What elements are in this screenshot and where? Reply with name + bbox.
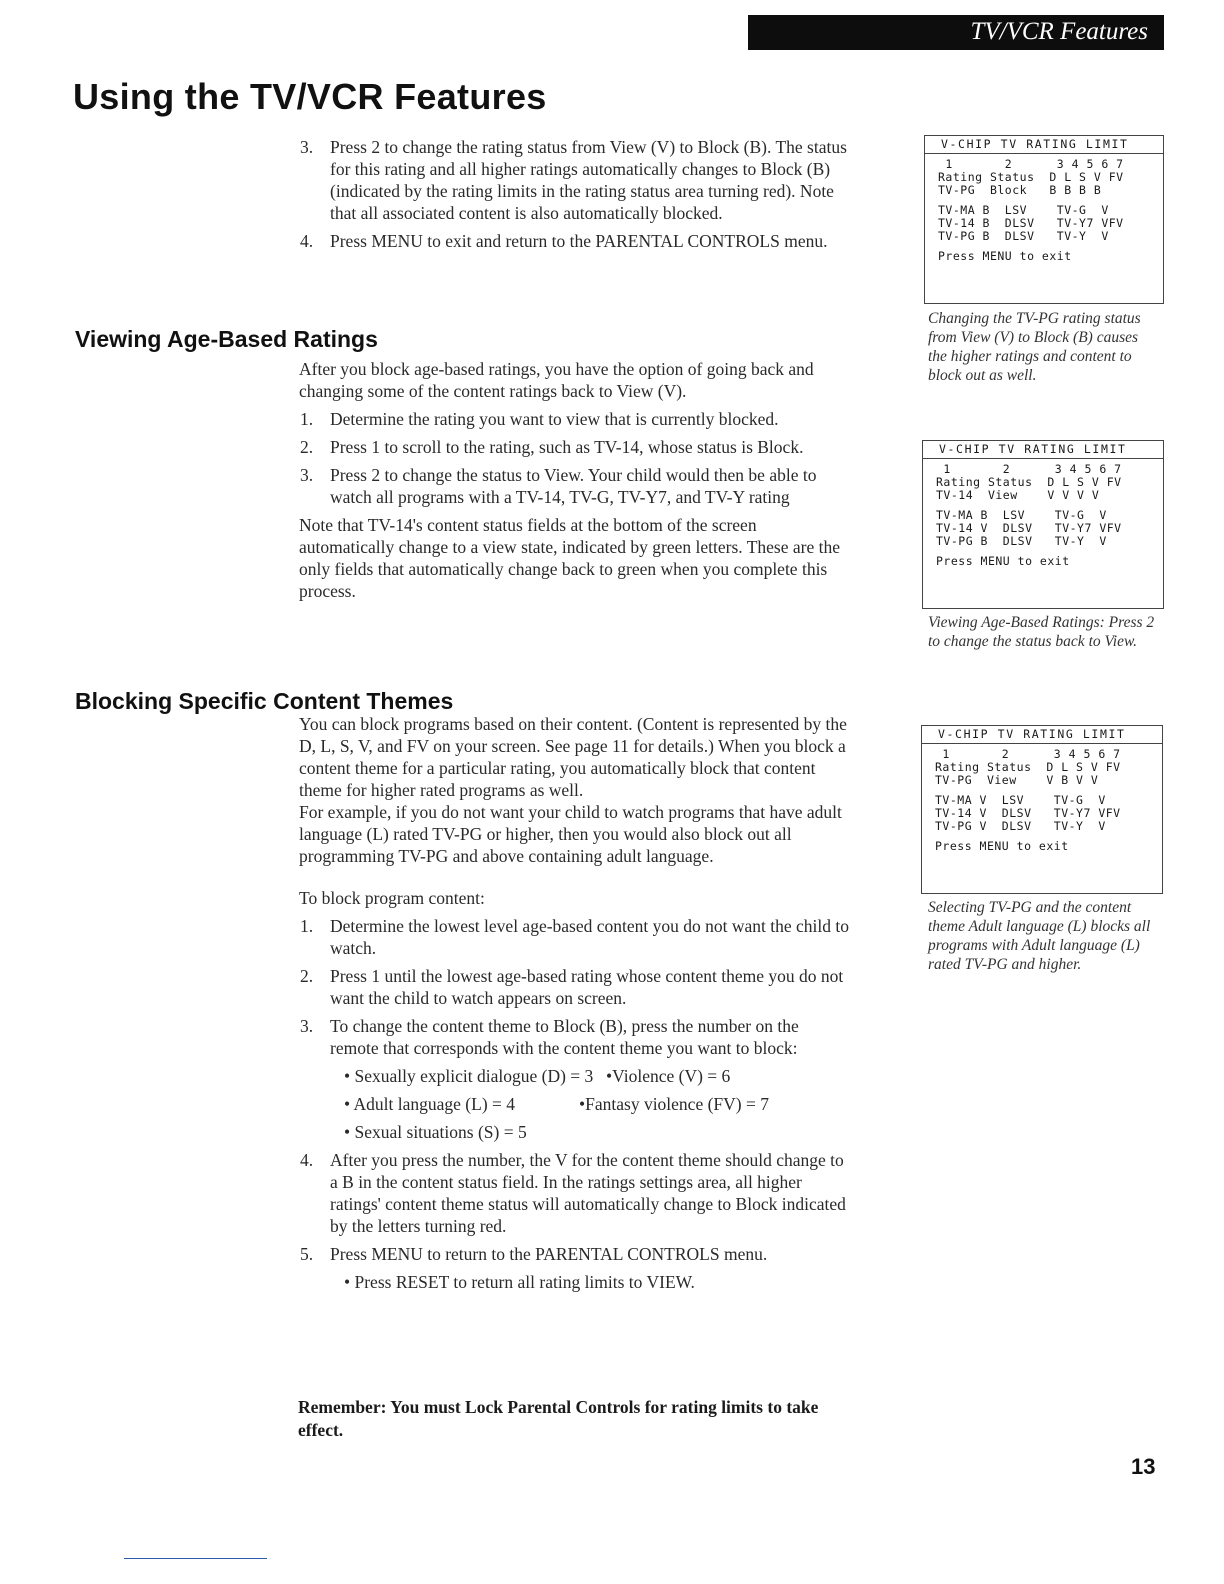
list-item: 3. Press 2 to change the status to View. Your child would then be able to watch all programs with a TV-14, TV-G, TV-Y7, and TV-Y rating [300,465,817,507]
bullet-fantasy-violence: •Fantasy violence (FV) = 7 [579,1094,769,1114]
screen-rating-header: 1 2 3 4 5 6 7 Rating Status D L S V FV TV-PG Block B B B B [938,157,1124,197]
list-item: 3. To change the content theme to Block (B), press the number on the remote that corresponds with the content theme you want to block: [300,1016,799,1058]
screen-rating-header: 1 2 3 4 5 6 7 Rating Status D L S V FV TV-PG View V B V V [935,747,1121,787]
viewing-intro: After you block age-based ratings, you have the option of going back and changing some of the content ratings back to View (V). [299,359,814,401]
screen-title: V-CHIP TV RATING LIMIT [925,136,1163,154]
viewing-section [299,358,849,602]
footer-rule [124,1558,267,1559]
list-item: 2. Press 1 to scroll to the rating, such as TV-14, whose status is Block. [300,437,804,457]
header-band [748,15,1164,50]
screen-rating-table: TV-MA V LSV TV-G V TV-14 V DLSV TV-Y7 VFV TV-PG V DLSV TV-Y V [935,793,1121,833]
vchip-screen-3 [921,725,1163,894]
screen-3-caption: Selecting TV-PG and the content theme Adult language (L) blocks all programs with Adult language (L) rated TV-PG and higher. [928,899,1151,973]
blocking-section [299,713,849,1299]
bullet-dialogue: • Sexually explicit dialogue (D) = 3 [344,1066,594,1086]
screen-footer-text: Press MENU to exit [938,249,1072,263]
list-item: 1. Determine the lowest level age-based content you do not want the child to watch. [300,916,850,958]
section-heading-blocking: Blocking Specific Content Themes [75,688,454,714]
screen-2-caption: Viewing Age-Based Ratings: Press 2 to change the status back to View. [928,614,1155,650]
bullet-language: • Adult language (L) = 4 [344,1094,516,1114]
blocking-para-2: For example, if you do not want your child to watch programs that have adult language (L) rated TV-PG or higher, then you would also block out all programming TV-PG and above containing adult language. [299,802,842,866]
screen-1-caption: Changing the TV-PG rating status from View (V) to Block (B) causes the higher ratings and content to block out as well. [928,310,1141,384]
screen-rating-table: TV-MA B LSV TV-G V TV-14 V DLSV TV-Y7 VFV TV-PG B DLSV TV-Y V [936,508,1122,548]
screen-footer-text: Press MENU to exit [935,839,1069,853]
blocking-para-1: You can block programs based on their content. (Content is represented by the D, L, S, V, and FV on your screen. See page 11 for details.) When you block a content theme for a particular rating, you automatically block that content theme for higher rated programs as well. [299,714,847,800]
screen-rating-table: TV-MA B LSV TV-G V TV-14 B DLSV TV-Y7 VFV TV-PG B DLSV TV-Y V [938,203,1124,243]
page-title: Using the TV/VCR Features [73,76,547,117]
reset-bullet: • Press RESET to return all rating limits to VIEW. [344,1272,695,1292]
bullet-sexual-situations: • Sexual situations (S) = 5 [344,1122,527,1142]
remember-note: Remember: You must Lock Parental Controls for rating limits to take effect. [298,1397,819,1440]
bullet-violence: •Violence (V) = 6 [606,1066,731,1086]
list-item: 5. Press MENU to return to the PARENTAL CONTROLS menu. [300,1244,768,1264]
intro-steps [299,136,847,258]
header-band-text: TV/VCR Features [970,18,1148,45]
section-heading-viewing: Viewing Age-Based Ratings [75,326,378,352]
list-item: 2. Press 1 until the lowest age-based rating whose content theme you do not want the child to watch appears on screen. [300,966,844,1008]
list-item: 3. Press 2 to change the rating status from View (V) to Block (B). The status for this rating and all higher ratings automatically changes to Block (B) (indicated by the rating limits in the rating status area turning red). Note that all associated content is also automatically blocked. [300,137,847,223]
vchip-screen-2 [922,440,1164,609]
screen-title: V-CHIP TV RATING LIMIT [923,441,1163,459]
vchip-screen-1 [924,135,1164,304]
content-theme-bullets [299,1065,849,1143]
list-item: 1. Determine the rating you want to view that is currently blocked. [300,409,779,429]
blocking-lead: To block program content: [299,888,485,908]
screen-title: V-CHIP TV RATING LIMIT [922,726,1162,744]
screen-rating-header: 1 2 3 4 5 6 7 Rating Status D L S V FV TV-14 View V V V V [936,462,1122,502]
list-item: 4. After you press the number, the V for the content theme should change to a B in the content status field. In the ratings settings area, all higher ratings' content theme status will automatically change to Block indicated by the letters turning red. [300,1150,846,1236]
page-number: 13 [1131,1454,1156,1479]
viewing-note: Note that TV-14's content status fields at the bottom of the screen automatically change to a view state, indicated by green letters. These are the only fields that automatically change back to green when you complete this process. [299,515,840,601]
screen-footer-text: Press MENU to exit [936,554,1070,568]
list-item: 4. Press MENU to exit and return to the PARENTAL CONTROLS menu. [300,231,828,251]
